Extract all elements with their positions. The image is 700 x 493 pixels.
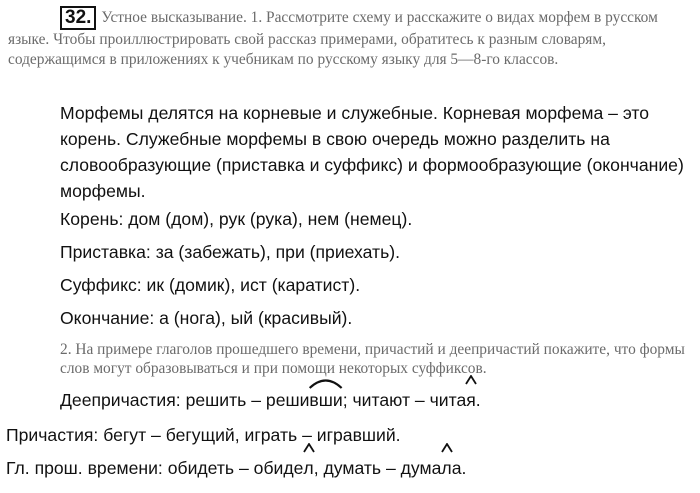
suffix-examples: Суффикс: ик (домик), ист (каратист). bbox=[60, 275, 361, 295]
task-number: 32. bbox=[60, 6, 96, 30]
suffix-caret-icon bbox=[441, 443, 453, 453]
dash: – bbox=[414, 390, 425, 410]
task-2-instructions bbox=[8, 340, 698, 378]
suffix-part: вши bbox=[309, 390, 343, 410]
suffix-part: я bbox=[466, 390, 476, 410]
word-part: дума bbox=[400, 458, 442, 478]
dash: – bbox=[302, 425, 312, 445]
participles-label: Причастия: bbox=[6, 425, 99, 445]
example-word bbox=[430, 390, 476, 410]
word-part: а. bbox=[451, 458, 467, 478]
example-word: игравший. bbox=[316, 425, 401, 445]
gerund-examples bbox=[60, 388, 481, 412]
example-word bbox=[401, 458, 467, 478]
task-1-instructions bbox=[8, 6, 694, 70]
prefix-examples: Приставка: за (забежать), при (приехать). bbox=[60, 242, 401, 262]
dash: – bbox=[251, 390, 262, 410]
suffix-mark bbox=[441, 456, 451, 480]
suffix-part: л bbox=[303, 458, 314, 478]
suffix-mark bbox=[309, 388, 342, 412]
example-word: читают bbox=[352, 390, 411, 410]
word-part: реши bbox=[265, 390, 310, 410]
example-word bbox=[266, 390, 343, 410]
participle-examples bbox=[6, 423, 401, 447]
dash: – bbox=[151, 425, 161, 445]
example-word: бегут bbox=[103, 425, 147, 445]
example-word: думать bbox=[323, 458, 382, 478]
suffix-mark bbox=[466, 388, 476, 412]
dash: – bbox=[238, 458, 249, 478]
example-word: бегущий, bbox=[165, 425, 240, 445]
root-examples: Корень: дом (дом), рук (рука), нем (немец). bbox=[60, 209, 413, 229]
task-1-text: Устное высказывание. 1. Рассмотрите схему и расскажите о видах морфем в русском языке. Чтобы проиллюстрировать свой рассказ примерами, обратитесь к разным словарям, содержащимся в приложениях к учебникам по русскому языку для 5—8-го классов. bbox=[8, 9, 658, 68]
past-tense-label: Гл. прош. времени: bbox=[6, 458, 163, 478]
example-word bbox=[254, 458, 314, 478]
word-part: чита bbox=[429, 390, 467, 410]
word-part: обиде bbox=[253, 458, 304, 478]
separator: ; bbox=[342, 390, 348, 410]
past-tense-examples bbox=[6, 456, 466, 480]
ending-examples: Окончание: а (нога), ый (красивый). bbox=[60, 308, 353, 328]
gerunds-label: Деепричастия: bbox=[60, 390, 181, 410]
task-2-text: 2. На примере глаголов прошедшего времени, причастий и деепричастий покажите, что формы слов могут образовываться и при помощи некоторых суффиксов. bbox=[60, 341, 685, 377]
suffix-arc-icon bbox=[309, 379, 342, 389]
example-word: играть bbox=[244, 425, 298, 445]
separator: , bbox=[313, 458, 319, 478]
suffix-mark bbox=[303, 456, 313, 480]
period: . bbox=[475, 390, 481, 410]
suffix-part: л bbox=[441, 458, 452, 478]
example-word: решить bbox=[185, 390, 247, 410]
example-word: обидеть bbox=[167, 458, 235, 478]
answer-paragraph: Морфемы делятся на корневые и служебные. Корневая морфема – это корень. Служебные морфемы в свою очередь можно разделить на словообразующие (приставка и суффикс) и формообразующие (окончание) морфемы. bbox=[60, 103, 684, 201]
dash: – bbox=[385, 458, 396, 478]
